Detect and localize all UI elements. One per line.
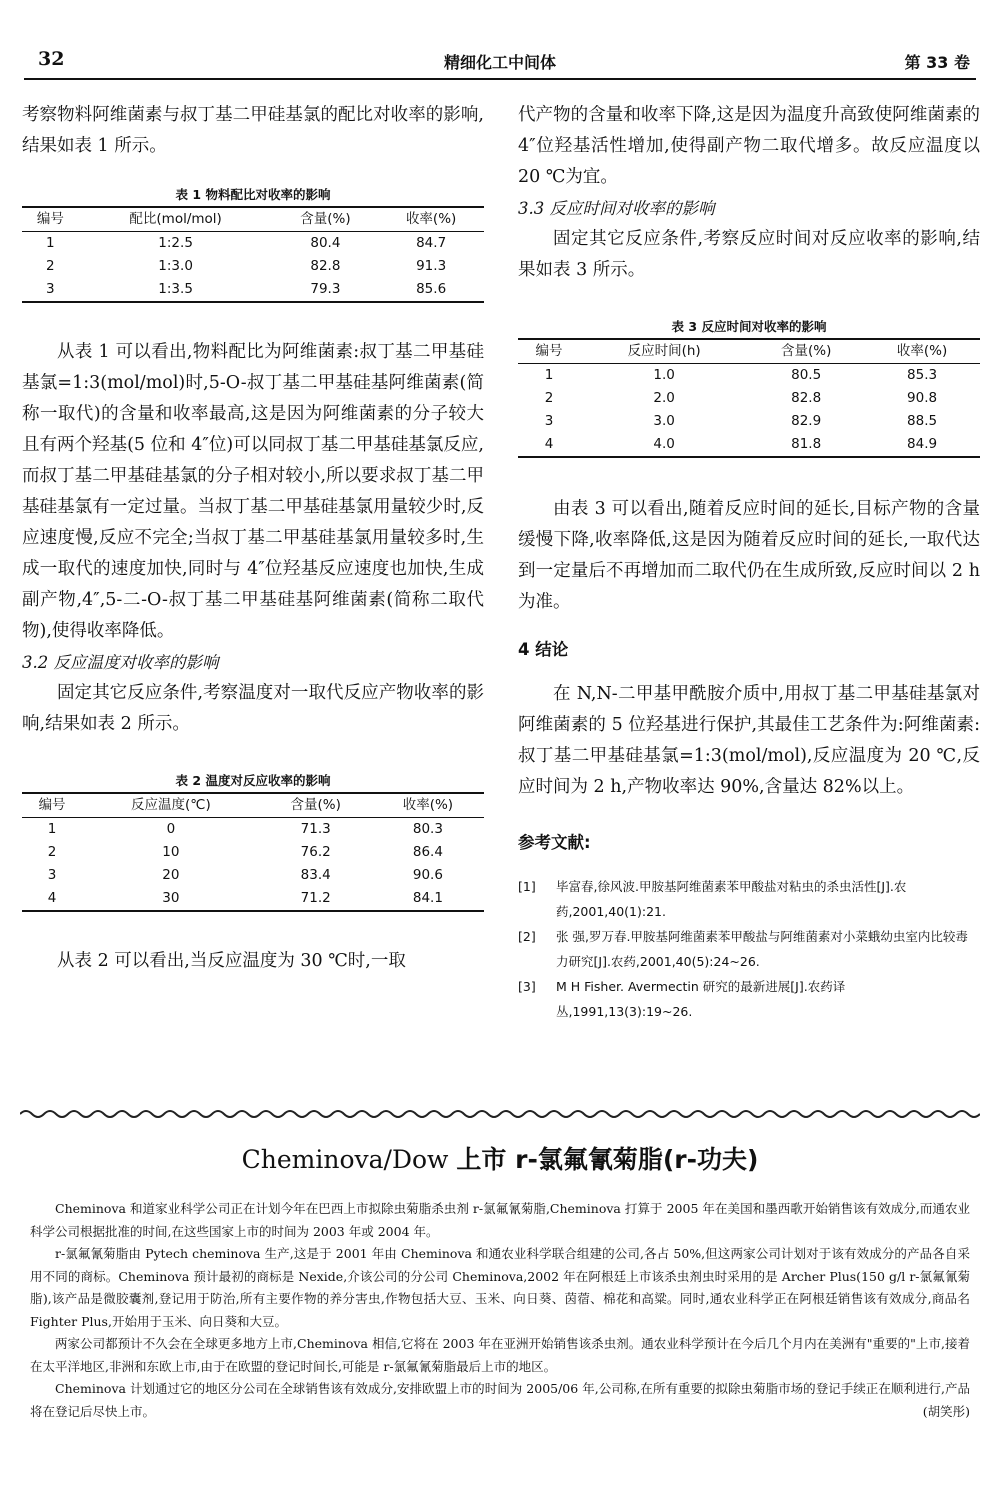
section-heading-3-2: 3.2 反应温度对收率的影响 [22, 653, 219, 672]
volume-label: 第 33 卷 [904, 53, 970, 72]
news-paragraph: r-氯氟氰菊脂由 Pytech cheminova 生产,这是于 2001 年由 Cheminova 和通农业科学联合组建的公司,各占 50%,但这两家公司计划对于该有效成分的产品各自采用不同的商标。Cheminova 预计最初的商标是 Nexide,介该公司的分公司 Cheminova,2002 年在阿根廷上市该杀虫剂虫时采用的是 Archer Plus(150 g/l r-氯氟氰菊脂),该产品是微胶囊剂,登记用于防治,所有主要作物的养分害虫,作物包括大豆、玉米、向日葵、茵蓿、棉花和高粱。同时,通农业科学正在阿根廷销售该有效成分,商品名 Fighter Plus,开始用于玉米、向日葵和大豆。 [30, 1246, 970, 1329]
table-cell: 86.4 [412, 844, 443, 860]
table2-header: 反应温度(℃) [131, 797, 211, 813]
intro-paragraph: 考察物料阿维菌素与叔丁基二甲硅基氯的配比对收率的影响,结果如表 1 所示。 [22, 105, 484, 156]
table-cell: 82.8 [791, 390, 822, 406]
table-cell: 84.7 [416, 235, 447, 251]
section-heading-3-3: 3.3 反应时间对收率的影响 [518, 199, 715, 218]
table-cell: 2 [47, 844, 57, 860]
reference-number: [1] [518, 879, 536, 894]
reference-text: M H Fisher. Avermectin 研究的最新进展[J].农药译丛,1991,13(3):19~26. [556, 979, 846, 1019]
reference-text: 毕富春,徐风波.甲胺基阿维菌素苯甲酸盐对粘虫的杀虫活性[J].农药,2001,40(1):21. [556, 879, 907, 919]
paragraph-continued: 代产物的含量和收率下降,这是因为温度升高致使阿维菌素的 4″位羟基活性增加,使得副产物二取代增多。故反应温度以 20 ℃为宜。 [518, 105, 980, 187]
table-cell: 91.3 [416, 258, 447, 274]
table-row [22, 232, 484, 256]
table-row [22, 841, 484, 864]
table-cell: 2 [544, 390, 554, 406]
table2-header: 含量(%) [290, 797, 341, 813]
table3-caption: 表 3 反应时间对收率的影响 [671, 319, 827, 334]
page-number: 32 [38, 48, 65, 70]
table-cell: 4.0 [653, 436, 675, 452]
paragraph-table1-discussion: 从表 1 可以看出,物料配比为阿维菌素:叔丁基二甲基硅基氯=1:3(mol/mol)时,5-O-叔丁基二甲基硅基阿维菌素(简称一取代)的含量和收率最高,这是因为阿维菌素的分子较大且有两个羟基(5 位和 4″位)可以同叔丁基二甲基硅基氯反应,而叔丁基二甲基硅基氯的分子相对较小,所以要求叔丁基二甲基硅基氯有一定过量。当叔丁基二甲基硅基氯用量较少时,反应速度慢,反应不完全;当叔丁基二甲基硅基氯用量较多时,生成一取代的速度加快,同时与 4″位羟基反应速度也加快,生成副产物,4″,5-二-O-叔丁基二甲基硅基阿维菌素(简称二取代物),使得收率降低。 [22, 342, 484, 641]
table1-header: 收率(%) [405, 211, 457, 227]
table-cell: 1:2.5 [158, 235, 193, 251]
news-title-chinese: 上市 r-氯氟氰菊脂(r-功夫) [456, 1145, 759, 1174]
table-row [22, 818, 484, 842]
table2-caption: 表 2 温度对反应收率的影响 [175, 773, 331, 788]
table-cell: 90.8 [907, 390, 938, 406]
table-cell: 82.8 [310, 258, 341, 274]
section-heading-4: 4 结论 [518, 640, 569, 659]
table1 [22, 206, 484, 303]
table-cell: 85.6 [416, 281, 447, 297]
table-cell: 3 [47, 867, 57, 883]
table-cell: 82.9 [791, 413, 822, 429]
news-title [30, 1140, 970, 1176]
table-cell: 3.0 [653, 413, 675, 429]
table-cell: 85.3 [907, 367, 938, 383]
table-cell: 3 [46, 281, 55, 297]
news-paragraph: 两家公司都预计不久会在全球更多地方上市,Cheminova 相信,它将在 2003 年在亚洲开始销售该杀虫剂。通农业科学预计在今后几个月内在美洲有"重要的"上市,接着在太平洋地区,非洲和东欧上市,由于在欧盟的登记时间长,可能是 r-氯氟氰菊脂最后上市的地区。 [30, 1336, 970, 1374]
table-cell: 1:3.0 [158, 258, 193, 274]
table-row [518, 410, 980, 433]
table1-header: 含量(%) [300, 211, 351, 227]
paragraph-temperature: 固定其它反应条件,考察温度对一取代反应产物收率的影响,结果如表 2 所示。 [22, 683, 484, 734]
table-row [518, 433, 980, 457]
table-row [518, 364, 980, 388]
reference-item [518, 924, 980, 974]
left-column [22, 100, 484, 977]
table-cell: 83.4 [300, 867, 331, 883]
table-row [22, 887, 484, 911]
table-cell: 1 [46, 235, 55, 251]
table-cell: 80.5 [791, 367, 822, 383]
table-row [22, 255, 484, 278]
table2-header: 收率(%) [402, 797, 454, 813]
table-row [518, 387, 980, 410]
news-author: (胡笑彤) [922, 1404, 970, 1419]
table-cell: 84.1 [412, 890, 443, 906]
news-paragraph: Cheminova 计划通过它的地区分公司在全球销售该有效成分,安排欧盟上市的时间为 2005/06 年,公司称,在所有重要的拟除虫菊脂市场的登记手续正在顺利进行,产品将在登记后尽快上市。 [30, 1381, 970, 1419]
table1-header: 配比(mol/mol) [129, 211, 222, 227]
table-row [22, 864, 484, 887]
table1-header: 编号 [36, 211, 64, 227]
table-cell: 1:3.5 [158, 281, 193, 297]
table-cell: 88.5 [907, 413, 938, 429]
table3-header: 收率(%) [896, 343, 948, 359]
news-title-latin: Cheminova/Dow [241, 1145, 449, 1174]
paragraph-table3-discussion: 由表 3 可以看出,随着反应时间的延长,目标产物的含量缓慢下降,收率降低,这是因为随着反应时间的延长,一取代达到一定量后不再增加而二取代仍在生成所致,反应时间以 2 h 为准。 [518, 499, 980, 612]
table3-header: 含量(%) [780, 343, 832, 359]
table-cell: 3 [544, 413, 554, 429]
ornament-divider [20, 1108, 980, 1120]
table-cell: 71.2 [300, 890, 331, 906]
running-header [24, 44, 976, 80]
table-cell: 84.9 [907, 436, 938, 452]
table-cell: 81.8 [791, 436, 822, 452]
table-cell: 71.3 [300, 821, 331, 837]
table3-header: 反应时间(h) [627, 343, 701, 359]
news-item [30, 1140, 970, 1424]
table2 [22, 792, 484, 912]
table-cell: 30 [162, 890, 180, 906]
table1-caption: 表 1 物料配比对收率的影响 [175, 187, 331, 202]
table-cell: 2 [46, 258, 55, 274]
table-cell: 90.6 [412, 867, 443, 883]
paragraph-time: 固定其它反应条件,考察反应时间对反应收率的影响,结果如表 3 所示。 [518, 229, 980, 280]
table-cell: 10 [162, 844, 180, 860]
reference-text: 张 强,罗万春.甲胺基阿维菌素苯甲酸盐与阿维菌素对小菜蛾幼虫室内比较毒力研究[J].农药,2001,40(5):24~26. [556, 929, 968, 969]
table-cell: 20 [162, 867, 180, 883]
paragraph-conclusion: 在 N,N-二甲基甲酰胺介质中,用叔丁基二甲基硅基氯对阿维菌素的 5 位羟基进行保护,其最佳工艺条件为:阿维菌素:叔丁基二甲基硅基氯=1:3(mol/mol),反应温度为 20 ℃,反应时间为 2 h,产物收率达 90%,含量达 82%以上。 [518, 684, 980, 797]
reference-item [518, 874, 980, 924]
table-cell: 79.3 [310, 281, 341, 297]
references-heading: 参考文献: [518, 833, 591, 852]
table-cell: 76.2 [300, 844, 331, 860]
table-cell: 2.0 [653, 390, 675, 406]
table-cell: 1.0 [653, 367, 675, 383]
table2-header: 编号 [38, 797, 66, 813]
table-cell: 0 [166, 821, 176, 837]
table-cell: 4 [544, 436, 554, 452]
table-cell: 4 [47, 890, 57, 906]
table-row [22, 278, 484, 302]
table3 [518, 338, 980, 458]
reference-number: [3] [518, 979, 536, 994]
table-cell: 80.3 [412, 821, 443, 837]
right-column [518, 100, 980, 1024]
table-cell: 1 [47, 821, 57, 837]
table-cell: 80.4 [310, 235, 341, 251]
reference-item [518, 974, 980, 1024]
paragraph-table2-discussion: 从表 2 可以看出,当反应温度为 30 ℃时,一取 [57, 951, 406, 971]
table3-header: 编号 [535, 343, 563, 359]
table-cell: 1 [544, 367, 554, 383]
reference-number: [2] [518, 929, 536, 944]
journal-name: 精细化工中间体 [443, 53, 556, 72]
news-paragraph: Cheminova 和道家业科学公司正在计划今年在巴西上市拟除虫菊脂杀虫剂 r-氯氟氰菊脂,Cheminova 打算于 2005 年在美国和墨西歌开始销售该有效成分,而通农业科学公司根据批准的时间,在这些国家上市的时间为 2003 年或 2004 年。 [30, 1201, 970, 1239]
